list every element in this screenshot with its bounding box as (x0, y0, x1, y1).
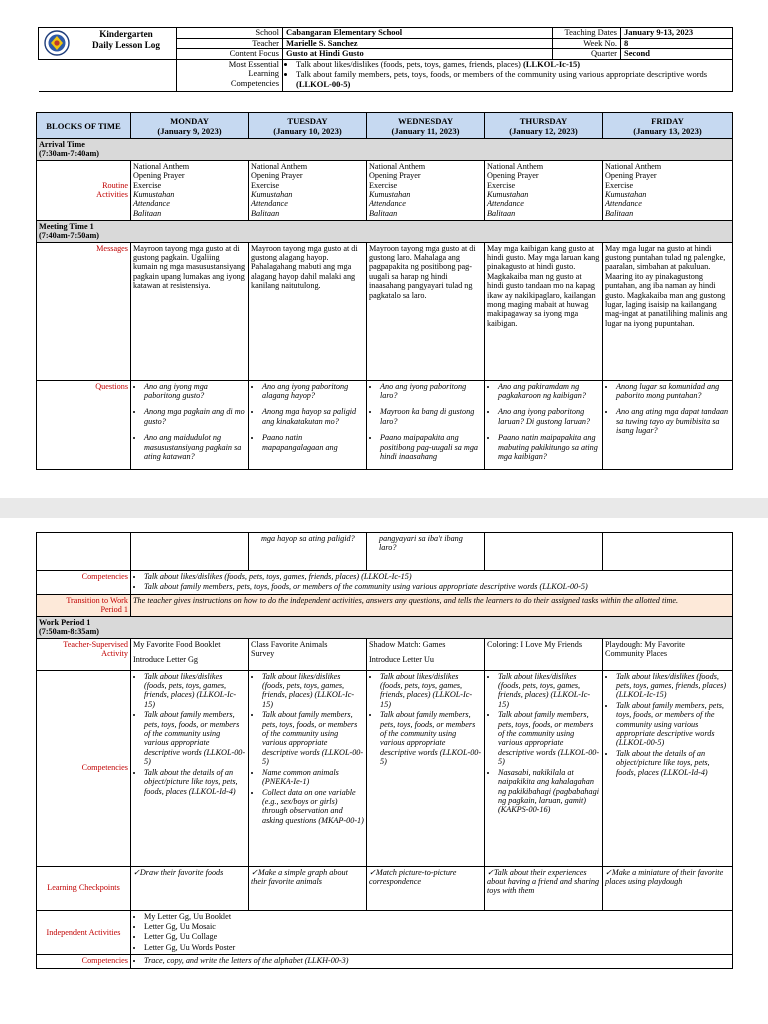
quarter-label: Quarter (553, 49, 621, 60)
routine-item: Balitaan (251, 208, 280, 218)
routine-item: Opening Prayer (251, 171, 303, 181)
routine-item: National Anthem (369, 161, 426, 171)
competency-item: • Talk about family members, pets, toys, foods, or members of the community using various appropriate descriptive words (LLKOL-00-5) (144, 582, 730, 591)
melc-item: • Talk about family members, pets, toys, foods, or members of the community using various appropriate descriptive words (LLKOL-00-5) (296, 70, 729, 89)
transition-label: Transition to Work Period 1 (37, 594, 131, 616)
routine-item: Attendance (251, 199, 288, 209)
routine-item: Kumustahan (487, 190, 529, 200)
routine-item: Opening Prayer (133, 171, 185, 181)
activity-line: Introduce Letter Gg (133, 655, 199, 665)
day-header-thursday: THURSDAY (January 12, 2023) (485, 113, 603, 139)
question-item: • Ano ang iyong paboritong laro? (380, 382, 482, 401)
routine-item: Opening Prayer (369, 171, 421, 181)
routine-item: Attendance (487, 199, 524, 209)
work-competencies-tuesday (249, 670, 367, 866)
last-competency: • Trace, copy, and write the letters of the alphabet (LLKH-00-3) (131, 955, 733, 968)
routine-item: National Anthem (133, 161, 190, 171)
week-label: Week No. (553, 38, 621, 49)
message-friday: May mga lugar na gusto at hindi gustong puntahan tulad ng palengke, paaralan, simbahan at pakuluan. Maaring ito ay pinakagustong puntahan, ang iba naman ay hindi gusto. Magkakaiba man ang gustong lugar, laging isaisip na kailangang mag-ingat at panatilihing malinis ang lugar na iyong pupuntahan. (603, 242, 733, 380)
melc-label-line2: Learning (248, 68, 279, 79)
routine-item: Exercise (133, 180, 162, 190)
question-item: • Ano ang pakiramdam ng pagkakaroon ng kaibigan? (498, 382, 600, 401)
questions-thursday (485, 380, 603, 470)
lesson-table-page1 (36, 112, 733, 470)
routine-item: National Anthem (251, 161, 308, 171)
teacher-supervised-label: Teacher-Supervised Activity (37, 638, 131, 670)
routine-activities-label: Routine Activities (37, 160, 131, 220)
school-label: School (177, 28, 283, 39)
melc-values (283, 59, 733, 91)
quarter-value: Second (621, 49, 733, 60)
work-competencies-monday (131, 670, 249, 866)
question-item: • Paano natin mapapangalagaan ang (262, 433, 364, 452)
melc-label-line3: Competencies (230, 77, 279, 88)
competency-item: • Talk about family members, pets, toys, foods, or members of the community using various appropriate descriptive words (LLKOL-00-5) (380, 710, 482, 766)
work-competencies-wednesday (367, 670, 485, 866)
question-item: • Paano natin maipapakita ang mabuting pakikitungo sa ating mga kaibigan? (498, 433, 600, 461)
questions-cont-tuesday: mga hayop sa ating paligid? (249, 533, 367, 571)
independent-activity-item: • Letter Gg, Uu Mosaic (144, 922, 730, 931)
message-thursday: May mga kaibigan kang gusto at hindi gusto. May mga laruan kang pinakagusto at hindi gusto. Magkakaiba man ng gusto at hindi gusto tandaan mo na kapag ikaw ay nakikipaglaro, kailangan mong maging mabait at huwag makipagaway sa iyong mga kaibigan. (485, 242, 603, 380)
doc-title-grade: Kindergarten (99, 29, 153, 39)
routine-item: National Anthem (605, 161, 662, 171)
message-monday: Mayroon tayong mga gusto at di gustong pagkain. Ugaliing kumain ng mga masusustansiyang pagkain upang lumakas ang iyong katawan at resistensiya. (131, 242, 249, 380)
routine-item: Attendance (369, 199, 406, 209)
routine-monday (131, 160, 249, 220)
competency-item: • Talk about family members, pets, toys, foods, or members of the community using various appropriate descriptive words (LLKOL-00-5) (616, 701, 730, 748)
routine-item: Opening Prayer (487, 171, 539, 181)
activity-line: Introduce Letter Uu (369, 655, 435, 665)
day-header-monday: MONDAY (January 9, 2023) (131, 113, 249, 139)
question-item: • Anong mga pagkain ang di mo gusto? (144, 407, 246, 426)
activity-line: Class Favorite Animals (251, 639, 328, 649)
competency-item: • Talk about likes/dislikes (foods, pets, toys, games, friends, places) (LLKOL-Ic-15) (380, 672, 482, 710)
questions-wednesday (367, 380, 485, 470)
activity-thursday (485, 638, 603, 670)
competency-item: • Name common animals (PNEKA-Ie-1) (262, 768, 364, 787)
checkpoint-thursday: ✓ Talk about their experiences about having a friend and sharing toys with them (485, 866, 603, 910)
activity-friday (603, 638, 733, 670)
competency-item: • Talk about family members, pets, toys, foods, or members of the community using various appropriate descriptive words (LLKOL-00-5) (262, 710, 364, 766)
routine-item: Balitaan (605, 208, 634, 218)
competency-item: • Talk about likes/dislikes (foods, pets, toys, games, friends, places) (LLKOL-Ic-15) (616, 672, 730, 700)
competency-item: • Collect data on one variable (e.g., sex/boys or girls) through observation and asking questions (MKAP-00-1) (262, 788, 364, 826)
day-header-tuesday: TUESDAY (January 10, 2023) (249, 113, 367, 139)
routine-item: Balitaan (487, 208, 516, 218)
header-table (38, 27, 733, 92)
work-competencies-friday (603, 670, 733, 866)
independent-activities-list (131, 910, 733, 955)
routine-item: Opening Prayer (605, 171, 657, 181)
checkpoint-friday: ✓ Make a miniature of their favorite places using playdough (603, 866, 733, 910)
routine-item: National Anthem (487, 161, 544, 171)
activity-line: Playdough: My Favorite (605, 639, 686, 649)
routine-item: Balitaan (369, 208, 398, 218)
questions-monday (131, 380, 249, 470)
routine-item: Attendance (605, 199, 642, 209)
competencies-label: Competencies (37, 571, 131, 595)
page-2 (0, 518, 768, 1024)
routine-item: Kumustahan (251, 190, 293, 200)
questions-friday (603, 380, 733, 470)
last-competencies-label: Competencies (37, 955, 131, 968)
routine-tuesday (249, 160, 367, 220)
question-item: • Ano ang iyong mga paboritong gusto? (144, 382, 246, 401)
competency-item: • Talk about the details of an object/picture like toys, pets, foods, places (LLKOL-Id-4) (616, 749, 730, 777)
melc-label (177, 59, 283, 91)
routine-item: Exercise (487, 180, 516, 190)
content-focus-value: Gusto at Hindi Gusto (283, 49, 553, 60)
arrival-time-section: Arrival Time (7:30am-7:40am) (37, 139, 733, 161)
independent-activity-item: • Letter Gg, Uu Collage (144, 932, 730, 941)
messages-label: Messages (37, 242, 131, 380)
questions-label: Questions (37, 380, 131, 470)
doc-title-log: Daily Lesson Log (92, 40, 160, 50)
activity-wednesday (367, 638, 485, 670)
question-item: • Ano ang ating mga dapat tandaan sa tuwing tayo ay bumibisita sa isang lugar? (616, 407, 730, 435)
learning-checkpoints-label: Learning Checkpoints (37, 866, 131, 910)
activity-monday (131, 638, 249, 670)
independent-activity-item: • Letter Gg, Uu Words Poster (144, 943, 730, 952)
checkpoint-monday: ✓ Draw their favorite foods (131, 866, 249, 910)
routine-thursday (485, 160, 603, 220)
work-period-section: Work Period 1 (7:50am-8:35am) (37, 616, 733, 638)
question-item: • Mayroon ka bang di gustong laro? (380, 407, 482, 426)
activity-line: Shadow Match: Games (369, 639, 446, 649)
work-competencies-label: Competencies (37, 670, 131, 866)
routine-friday (603, 160, 733, 220)
routine-item: Balitaan (133, 208, 162, 218)
competency-item: • Talk about family members, pets, toys, foods, or members of the community using various appropriate descriptive words (LLKOL-00-5) (498, 710, 600, 766)
question-item: • Ano ang iyong paboritong alagang hayop? (262, 382, 364, 401)
blocks-of-time-header: BLOCKS OF TIME (37, 113, 131, 139)
checkpoint-tuesday: ✓ Make a simple graph about their favorite animals (249, 866, 367, 910)
content-focus-label: Content Focus (177, 49, 283, 60)
questions-cont-wednesday: pangyayari sa iba't ibang laro? (367, 533, 485, 571)
teacher-value: Marielle S. Sanchez (283, 38, 553, 49)
question-item: • Ano ang iyong paboritong laruan? Di gustong laruan? (498, 407, 600, 426)
routine-item: Kumustahan (133, 190, 175, 200)
melc-label-line1: Most Essential (228, 59, 279, 69)
questions-tuesday (249, 380, 367, 470)
routine-item: Kumustahan (605, 190, 647, 200)
independent-activities-label: Independent Activities (37, 910, 131, 955)
dates-label: Teaching Dates (553, 28, 621, 39)
work-competencies-thursday (485, 670, 603, 866)
lesson-table-page2 (36, 532, 733, 969)
independent-activity-item: • My Letter Gg, Uu Booklet (144, 912, 730, 921)
competency-item: • Nasasabi, nakikilala at naipakikita ang kahalagahan ng pakikibahagi (pagbabahagi ng pagkain, laruan, gamit) (KAKPS-00-16) (498, 768, 600, 815)
routine-item: Kumustahan (369, 190, 411, 200)
activity-line: My Favorite Food Booklet (133, 639, 221, 649)
routine-item: Attendance (133, 199, 170, 209)
dates-value: January 9-13, 2023 (621, 28, 733, 39)
routine-item: Exercise (605, 180, 634, 190)
question-item: • Paano maipapakita ang positibong pag-uugali sa mga hindi inaasahang (380, 433, 482, 461)
melc-item: • Talk about likes/dislikes (foods, pets, toys, games, friends, places) (LLKOL-Ic-15) (296, 60, 729, 70)
competency-item: • Talk about family members, pets, toys, foods, or members of the community using various appropriate descriptive words (LLKOL-00-5) (144, 710, 246, 766)
routine-wednesday (367, 160, 485, 220)
transition-text: The teacher gives instructions on how to do the independent activities, answers any questions, and tells the learners to do their assigned tasks within the allotted time. (131, 594, 733, 616)
activity-line: Coloring: I Love My Friends (487, 639, 583, 649)
day-header-friday: FRIDAY (January 13, 2023) (603, 113, 733, 139)
meeting-time-section: Meeting Time 1 (7:40am-7:50am) (37, 220, 733, 242)
question-item: • Ano ang maidudulot ng masusustansiyang pagkain sa ating katawan? (144, 433, 246, 461)
routine-item: Exercise (251, 180, 280, 190)
question-item: • Anong lugar sa komunidad ang paborito mong puntahan? (616, 382, 730, 401)
page-1 (0, 0, 768, 498)
activity-tuesday (249, 638, 367, 670)
week-value: 8 (621, 38, 733, 49)
checkpoint-wednesday: ✓ Match picture-to-picture correspondence (367, 866, 485, 910)
activity-line: Survey (251, 649, 275, 659)
message-tuesday: Mayroon tayong mga gusto at di gustong alagang hayop. Pahalagahang mabuti ang mga alagang hayop dahil malaki ang kanilang naitutulong. (249, 242, 367, 380)
competency-item: • Talk about likes/dislikes (foods, pets, toys, games, friends, places) (LLKOL-Ic-15) (144, 672, 246, 710)
competencies-meeting (131, 571, 733, 595)
competency-item: • Talk about likes/dislikes (foods, pets, toys, games, friends, places) (LLKOL-Ic-15) (262, 672, 364, 710)
routine-item: Exercise (369, 180, 398, 190)
competency-item: • Talk about likes/dislikes (foods, pets, toys, games, friends, places) (LLKOL-Ic-15) (498, 672, 600, 710)
day-header-wednesday: WEDNESDAY (January 11, 2023) (367, 113, 485, 139)
question-item: • Anong mga hayop sa paligid ang kinakatakutan mo? (262, 407, 364, 426)
school-value: Cabangaran Elementary School (283, 28, 553, 39)
activity-line: Community Places (605, 649, 668, 659)
competency-item: • Talk about likes/dislikes (foods, pets, toys, games, friends, places) (LLKOL-Ic-15) (144, 572, 730, 581)
teacher-label: Teacher (177, 38, 283, 49)
message-wednesday: Mayroon tayong mga gusto at di gustong laro. Mahalaga ang pagpapakita ng positibong pag-uugali sa harap ng hindi inaasahang pangyayari tulad ng pagkatalo sa laro. (367, 242, 485, 380)
competency-item: • Talk about the details of an object/picture like toys, pets, foods, places (LLKOL-Id-4) (144, 768, 246, 796)
